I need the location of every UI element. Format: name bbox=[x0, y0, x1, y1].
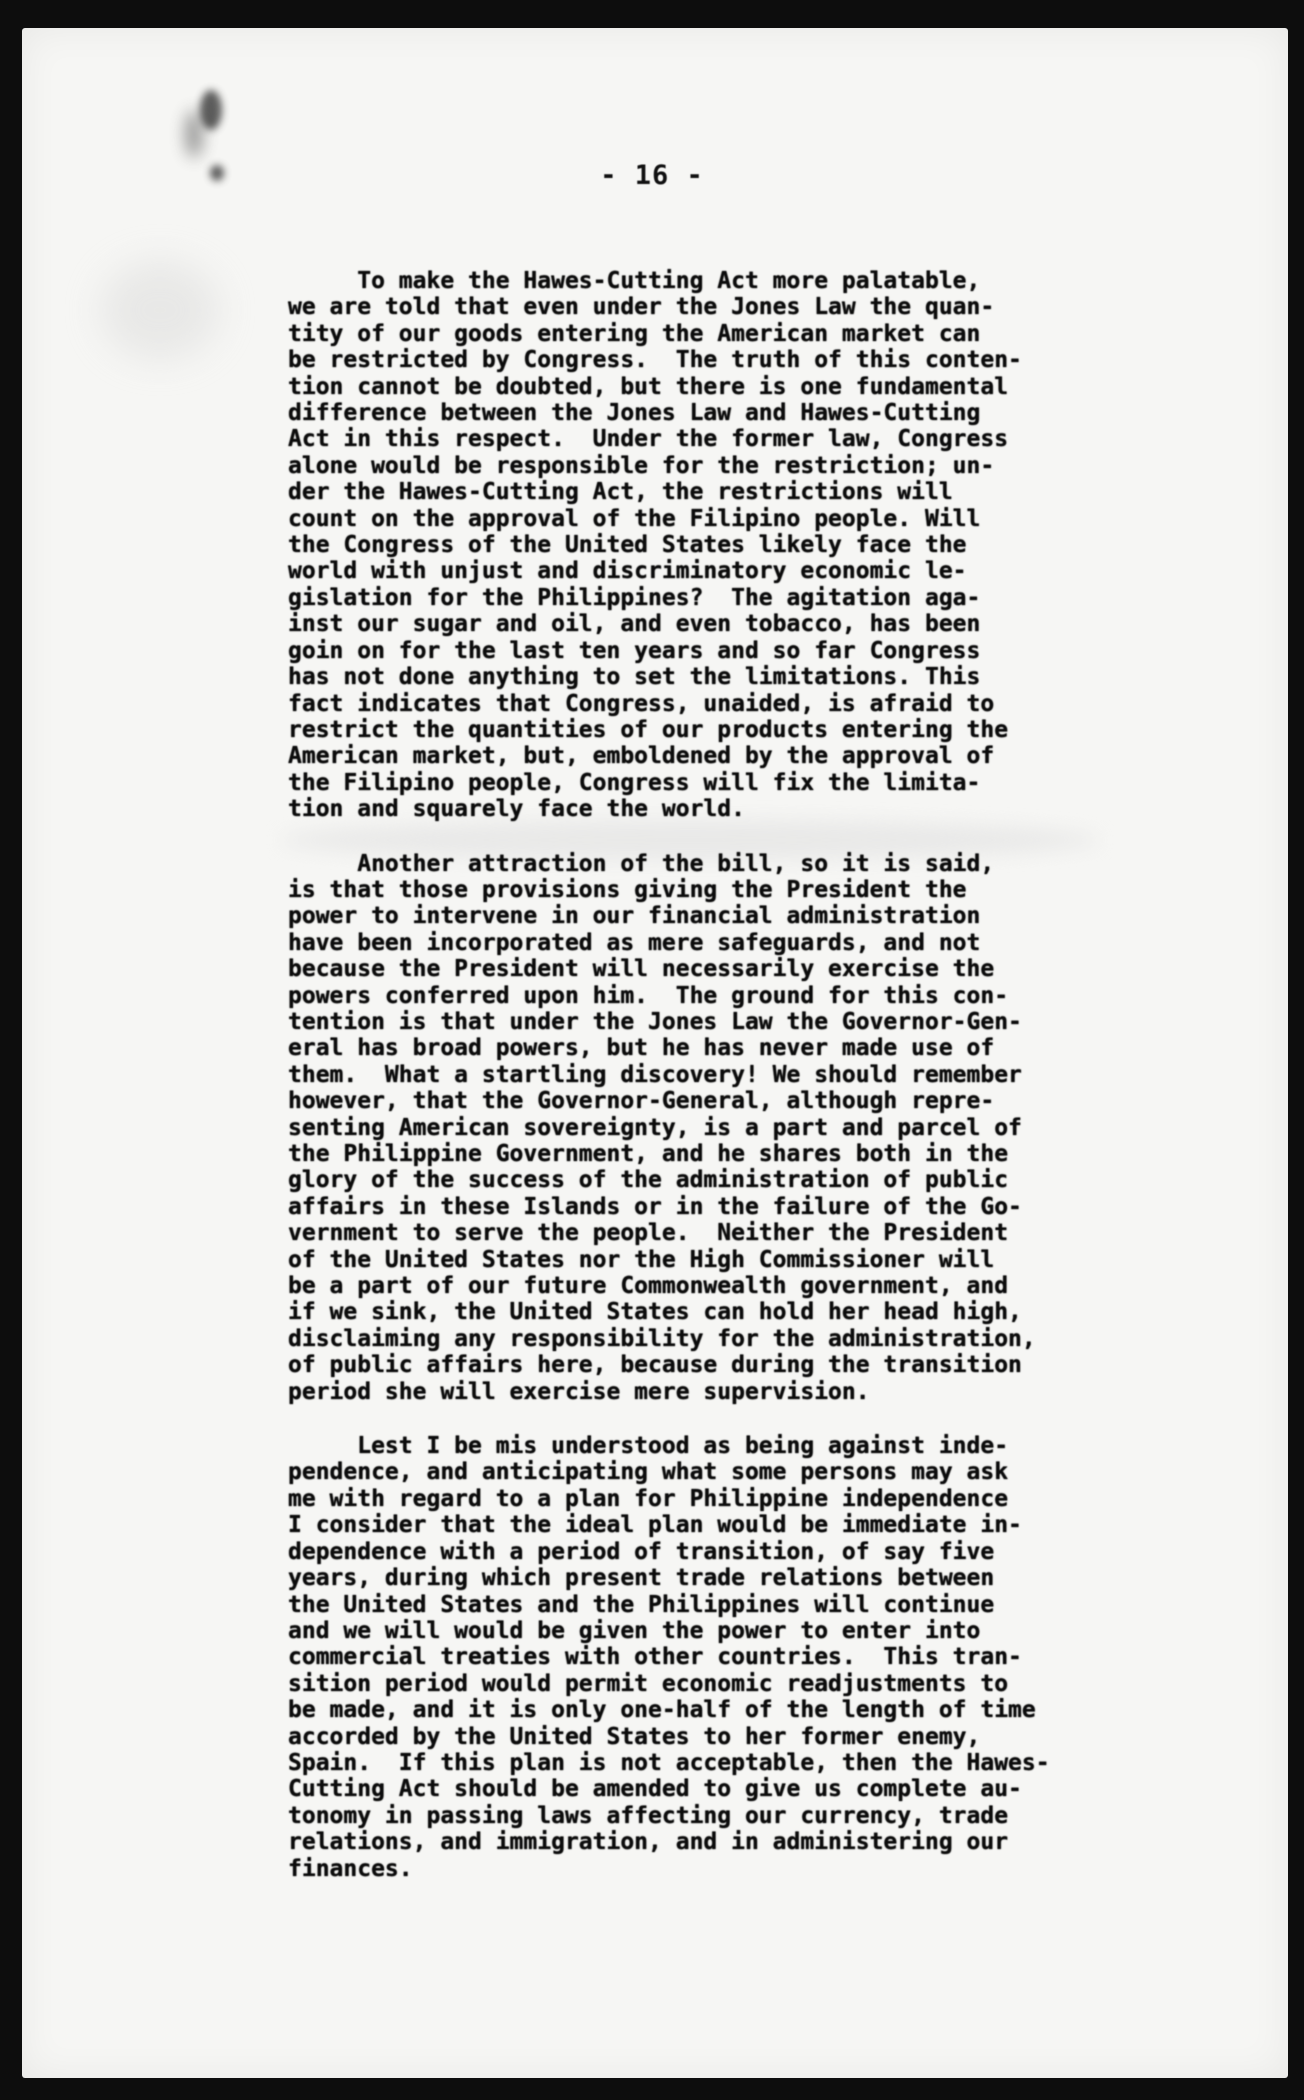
text-line: Spain. If this plan is not acceptable, then the Hawes- bbox=[288, 1749, 1050, 1776]
text-line: world with unjust and discriminatory economic le- bbox=[288, 558, 967, 585]
text-line: power to intervene in our financial administration bbox=[288, 903, 981, 930]
text-line: them. What a startling discovery! We should remember bbox=[288, 1061, 1022, 1088]
text-line: inst our sugar and oil, and even tobacco, has been bbox=[288, 611, 981, 638]
text-line: I consider that the ideal plan would be immediate in- bbox=[288, 1512, 1022, 1539]
text-line: American market, but, emboldened by the approval of bbox=[288, 743, 995, 770]
text-line: finances. bbox=[288, 1855, 413, 1882]
paragraph-hawes-cutting-palatable bbox=[288, 268, 1144, 823]
text-line: of public affairs here, because during the transition bbox=[288, 1352, 1022, 1379]
text-line: Cutting Act should be amended to give us complete au- bbox=[288, 1776, 1022, 1803]
text-line: count on the approval of the Filipino people. Will bbox=[288, 505, 981, 532]
text-line: the United States and the Philippines will continue bbox=[288, 1591, 995, 1618]
paragraph-independence-plan bbox=[288, 1433, 1144, 1882]
text-line: gislation for the Philippines? The agitation aga- bbox=[288, 584, 981, 611]
text-line: powers conferred upon him. The ground for this con- bbox=[288, 982, 1009, 1009]
text-line: is that those provisions giving the President the bbox=[288, 876, 967, 903]
text-line: senting American sovereignty, is a part and parcel of bbox=[288, 1114, 1022, 1141]
text-line: dependence with a period of transition, of say five bbox=[288, 1538, 995, 1565]
paper-stain bbox=[100, 260, 220, 360]
text-line: Lest I be mis understood as being against inde- bbox=[288, 1433, 1009, 1460]
text-line: has not done anything to set the limitations. This bbox=[288, 664, 981, 691]
ink-smudge bbox=[200, 90, 222, 130]
text-line: tion and squarely face the world. bbox=[288, 796, 745, 823]
text-line: sition period would permit economic readjustments to bbox=[288, 1670, 1009, 1697]
page-number: - 16 - bbox=[600, 160, 704, 191]
text-line: eral has broad powers, but he has never made use of bbox=[288, 1035, 995, 1062]
text-line: of the United States nor the High Commissioner will bbox=[288, 1246, 995, 1273]
text-line: be made, and it is only one-half of the length of time bbox=[288, 1697, 1036, 1724]
text-line: pendence, and anticipating what some persons may ask bbox=[288, 1459, 1009, 1486]
text-line: To make the Hawes-Cutting Act more palatable, bbox=[288, 268, 981, 294]
document-body bbox=[288, 268, 1144, 1882]
text-line: alone would be responsible for the restriction; un- bbox=[288, 452, 995, 479]
text-line: however, that the Governor-General, although repre- bbox=[288, 1088, 995, 1115]
text-line: have been incorporated as mere safeguards, and not bbox=[288, 929, 981, 956]
text-line: Act in this respect. Under the former law, Congress bbox=[288, 426, 1009, 453]
text-line: the Philippine Government, and he shares both in the bbox=[288, 1141, 1009, 1167]
text-line: because the President will necessarily exercise the bbox=[288, 956, 995, 983]
text-line: we are told that even under the Jones Law the quan- bbox=[288, 294, 995, 321]
text-line: be a part of our future Commonwealth government, and bbox=[288, 1273, 1009, 1300]
text-line: glory of the success of the administration of public bbox=[288, 1167, 1009, 1194]
text-line: der the Hawes-Cutting Act, the restrictions will bbox=[288, 479, 953, 506]
ink-smudge bbox=[185, 110, 203, 158]
text-line: goin on for the last ten years and so far Congress bbox=[288, 637, 981, 664]
text-line: years, during which present trade relations between bbox=[288, 1565, 995, 1592]
paragraph-president-powers bbox=[288, 851, 1144, 1406]
text-line: relations, and immigration, and in administering our bbox=[288, 1829, 1009, 1856]
text-line: Another attraction of the bill, so it is said, bbox=[288, 850, 995, 877]
text-line: if we sink, the United States can hold her head high, bbox=[288, 1299, 1022, 1326]
text-line: affairs in these Islands or in the failure of the Go- bbox=[288, 1193, 1022, 1220]
text-line: period she will exercise mere supervision. bbox=[288, 1378, 870, 1405]
text-line: fact indicates that Congress, unaided, is afraid to bbox=[288, 690, 995, 717]
text-line: vernment to serve the people. Neither the President bbox=[288, 1220, 1009, 1247]
text-line: restrict the quantities of our products entering the bbox=[288, 716, 1009, 743]
text-line: be restricted by Congress. The truth of this conten- bbox=[288, 347, 1022, 374]
text-line: accorded by the United States to her former enemy, bbox=[288, 1723, 981, 1750]
text-line: difference between the Jones Law and Hawes-Cutting bbox=[288, 400, 981, 427]
text-line: me with regard to a plan for Philippine independence bbox=[288, 1485, 1009, 1512]
text-line: tention is that under the Jones Law the Governor-Gen- bbox=[288, 1008, 1022, 1035]
text-line: the Filipino people, Congress will fix the limita- bbox=[288, 769, 981, 796]
text-line: tity of our goods entering the American market can bbox=[288, 320, 981, 347]
text-line: disclaiming any responsibility for the administration, bbox=[288, 1325, 1036, 1352]
text-line: tonomy in passing laws affecting our currency, trade bbox=[288, 1802, 1009, 1829]
text-line: commercial treaties with other countries. This tran- bbox=[288, 1644, 1022, 1671]
text-line: and we will would be given the power to enter into bbox=[288, 1617, 981, 1644]
text-line: the Congress of the United States likely face the bbox=[288, 532, 967, 559]
text-line: tion cannot be doubted, but there is one fundamental bbox=[288, 373, 1009, 400]
